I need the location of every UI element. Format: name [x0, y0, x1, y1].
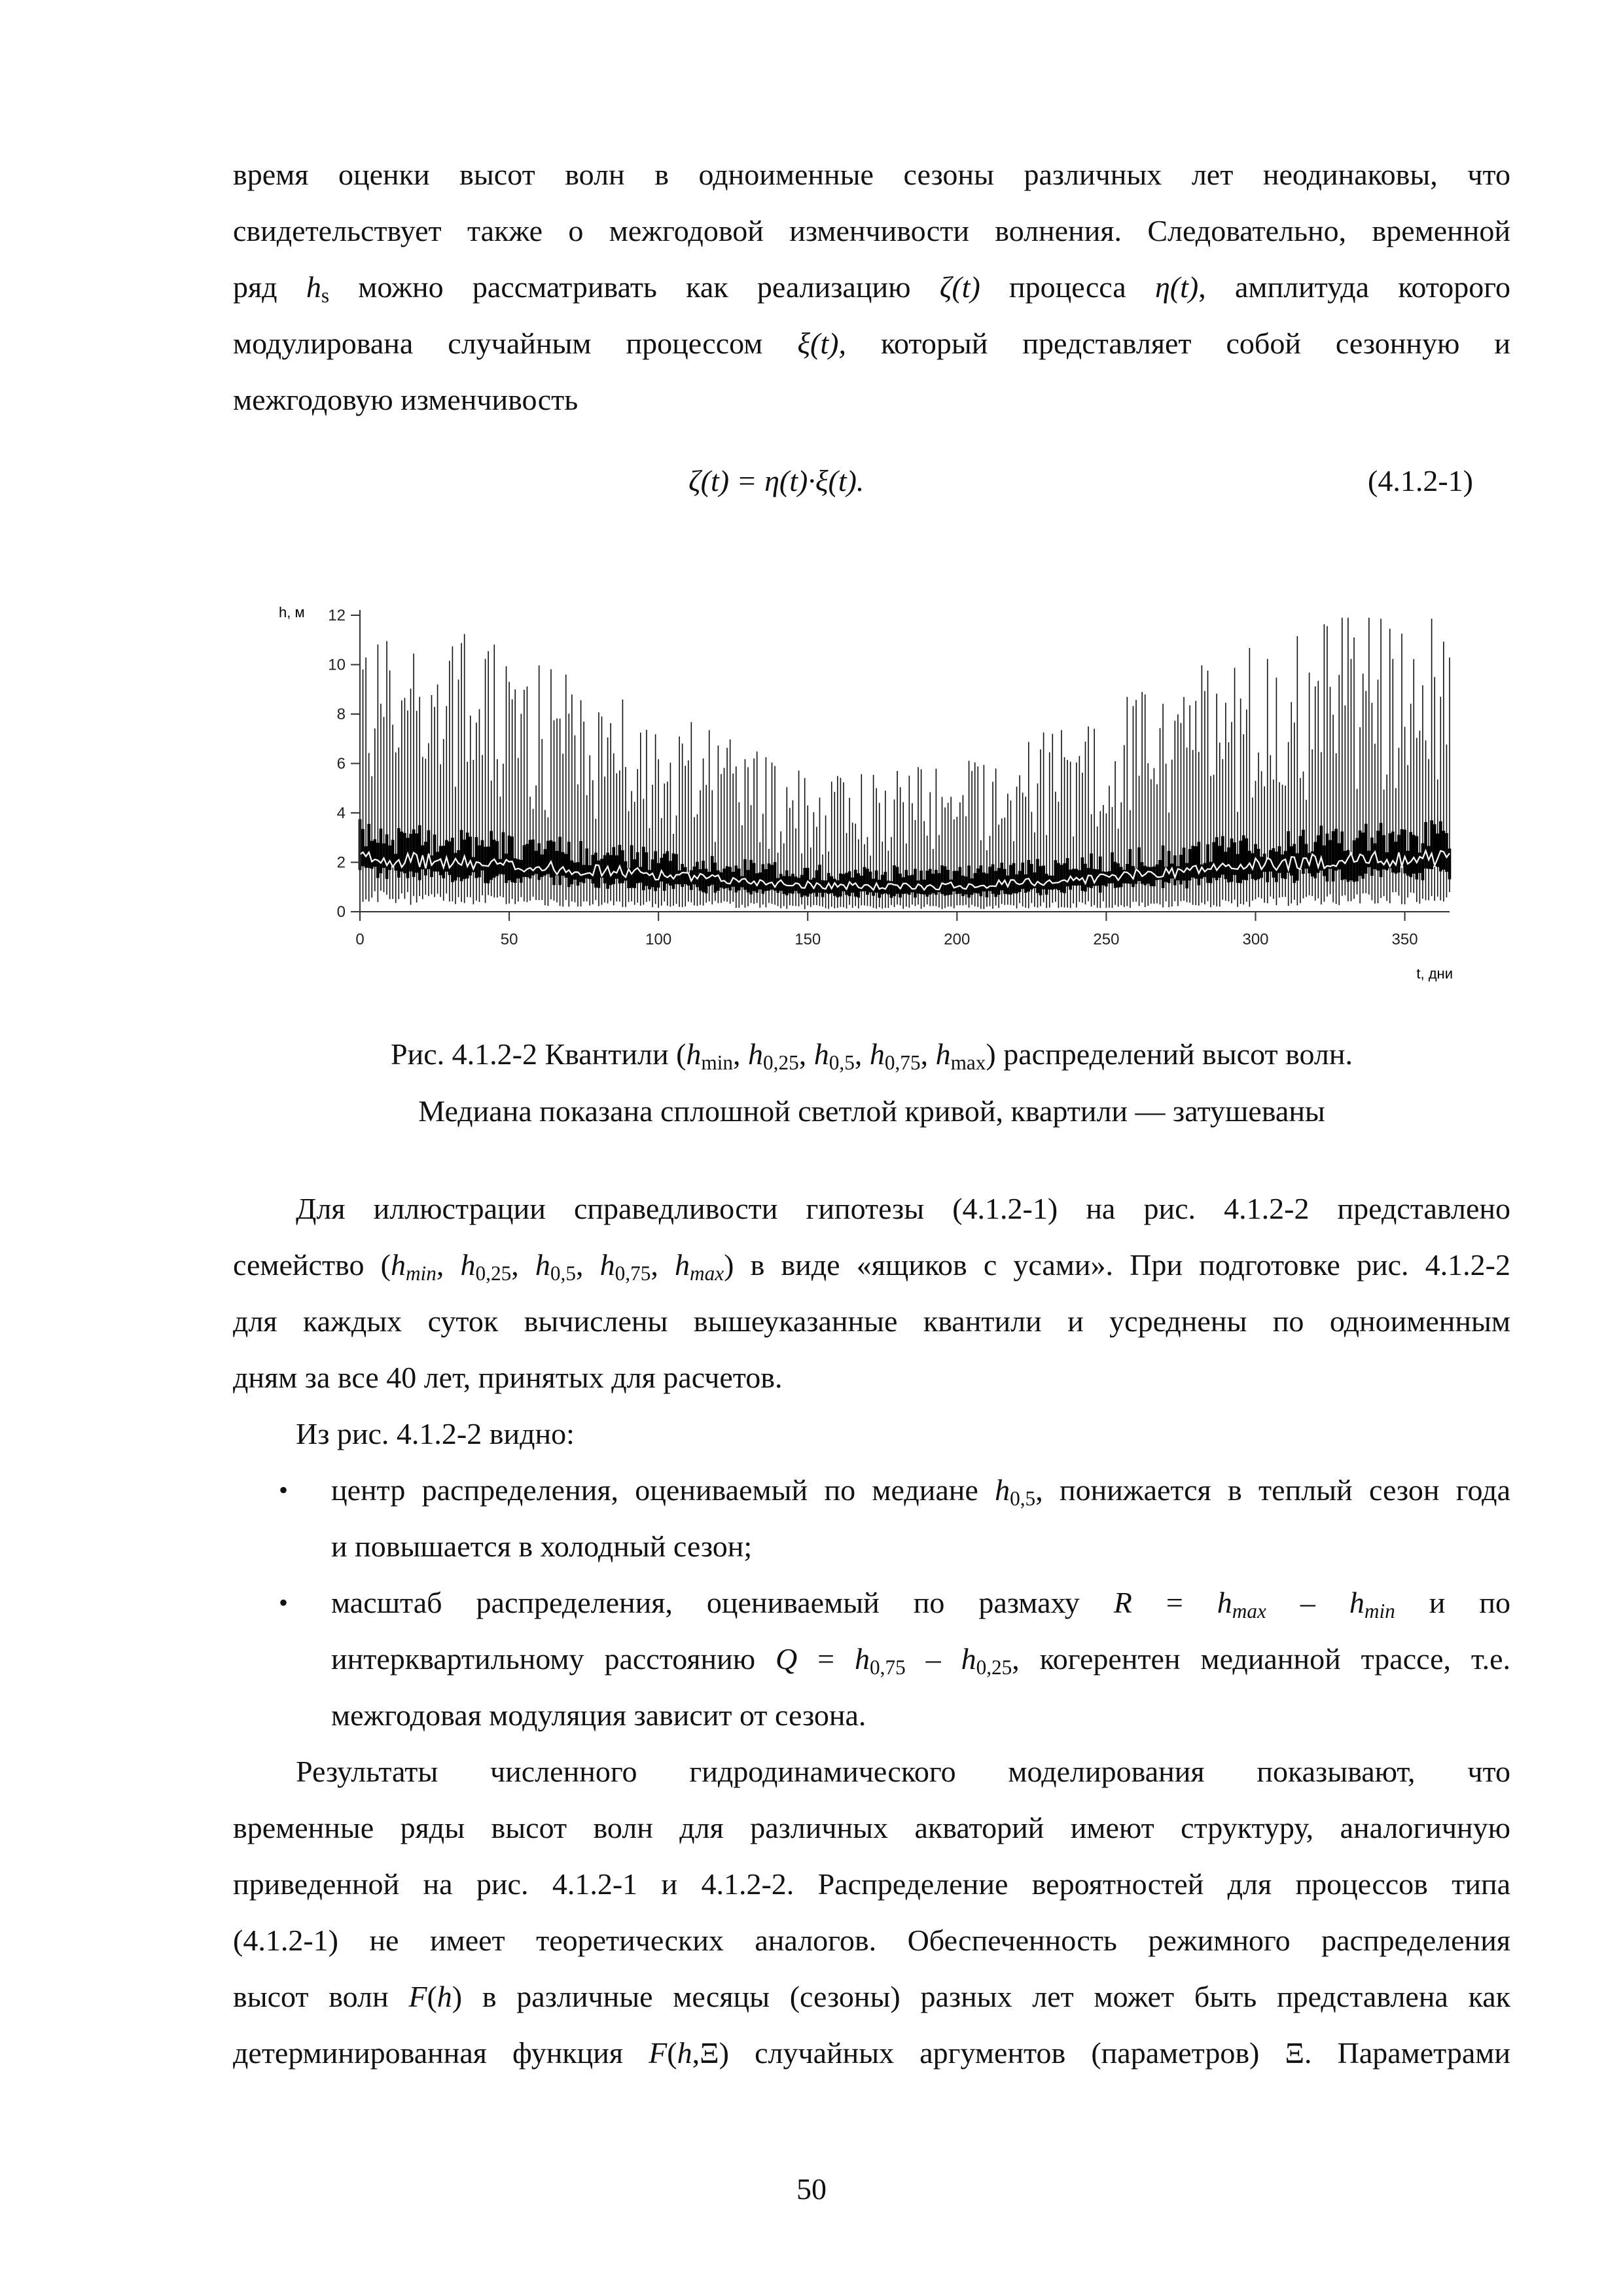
y-tick-label-2: 2	[336, 853, 346, 872]
chart-marks	[360, 618, 1450, 909]
x-tick-label-50: 50	[500, 931, 518, 948]
paragraph-1-line-2: свидетельствует также о межгодовой изменчивости волнения. Следовательно, временной	[233, 214, 1510, 247]
equation-number: (4.1.2-1)	[1368, 464, 1473, 497]
bullet-2-line-3: межгодовая модуляция зависит от сезона.	[331, 1698, 866, 1732]
wave-height-quantile-chart	[262, 599, 1479, 992]
paragraph-1-line-1: время оценки высот волн в одноименные сезоны различных лет неодинаковы, что	[233, 158, 1510, 191]
paragraph-4-line-6: детерминированная функция F(h,Ξ) случайных аргументов (параметров) Ξ. Параметрами	[233, 2036, 1510, 2070]
x-tick-label-350: 350	[1391, 931, 1418, 948]
x-tick-label-300: 300	[1242, 931, 1269, 948]
paragraph-4-line-3: приведенной на рис. 4.1.2-1 и 4.1.2-2. Распределение вероятностей для процессов типа	[233, 1867, 1510, 1901]
figure-caption-line-1: Рис. 4.1.2-2 Квантили ($h_{min}$, $h_{0,25}$, $h_{0,5}$, $h_{0,75}$, $h_{max}$) распределений высот волн.	[391, 1037, 1353, 1074]
bullet-marker-2: •	[279, 1588, 289, 1617]
paragraph-2-line-2: семейство ($h_{min}$, $h_{0,25}$, $h_{0,5}$, $h_{0,75}$, $h_{max}$) в виде «ящиков с усами». При подготовке рис. 4.1.2-2	[233, 1248, 1510, 1285]
page-number: 50	[796, 2172, 827, 2206]
paragraph-1-line-3: ряд $h_s$ можно рассматривать как реализацию ζ(t) процесса η(t), амплитуда которого	[233, 270, 1511, 307]
y-tick-label-0: 0	[336, 903, 346, 921]
paragraph-1-line-5: межгодовую изменчивость	[233, 383, 579, 416]
y-tick-label-6: 6	[336, 755, 346, 773]
paragraph-4-line-2: временные ряды высот волн для различных акваторий имеют структуру, аналогичную	[233, 1811, 1510, 1844]
bullet-marker-1: •	[279, 1475, 289, 1505]
paragraph-2-line-1: Для иллюстрации справедливости гипотезы (4.1.2-1) на рис. 4.1.2-2 представлено	[296, 1192, 1510, 1225]
bullet-2-line-1: масштаб распределения, оцениваемый по размаху $R = h_{max} - h_{min}$ и по	[331, 1586, 1511, 1623]
x-tick-label-0: 0	[355, 931, 365, 948]
x-tick-label-100: 100	[645, 931, 672, 948]
y-tick-label-12: 12	[328, 607, 346, 624]
paragraph-2-line-3: для каждых суток вычислены вышеуказанные квантили и усреднены по одноименным	[233, 1304, 1510, 1338]
y-tick-label-8: 8	[336, 706, 346, 723]
bullet-1-line-1: центр распределения, оцениваемый по медиане $h_{0,5}$, понижается в теплый сезон года	[331, 1473, 1510, 1510]
paragraph-1-line-4: модулирована случайным процессом ξ(t), который представляет собой сезонную и	[233, 327, 1511, 360]
y-tick-label-10: 10	[328, 656, 346, 674]
x-tick-label-250: 250	[1093, 931, 1120, 948]
equation-formula: ζ(t) = η(t)·ξ(t).	[688, 464, 865, 497]
paragraph-4-line-4: (4.1.2-1) не имеет теоретических аналогов. Обеспеченность режимного распределения	[233, 1924, 1510, 1957]
x-axis-label: t, дни	[1416, 965, 1453, 982]
x-tick-label-200: 200	[944, 931, 971, 948]
figure-caption-line-2: Медиана показана сплошной светлой кривой, квартили — затушеваны	[418, 1094, 1325, 1128]
bullet-1-line-2: и повышается в холодный сезон;	[331, 1530, 753, 1563]
paragraph-4-line-5: высот волн F(h) в различные месяцы (сезоны) разных лет может быть представлена как	[233, 1980, 1510, 2013]
y-tick-label-4: 4	[336, 804, 346, 822]
paragraph-3-line-1: Из рис. 4.1.2-2 видно:	[296, 1417, 575, 1450]
y-axis-label: h, м	[279, 604, 305, 620]
bullet-2-line-2: интерквартильному расстоянию $Q = h_{0,75} - h_{0,25}$, когерентен медианной трассе, т.е.	[331, 1642, 1510, 1679]
x-tick-label-150: 150	[794, 931, 821, 948]
paragraph-4-line-1: Результаты численного гидродинамического моделирования показывают, что	[296, 1755, 1510, 1788]
paragraph-2-line-4: дням за все 40 лет, принятых для расчетов.	[233, 1361, 783, 1394]
